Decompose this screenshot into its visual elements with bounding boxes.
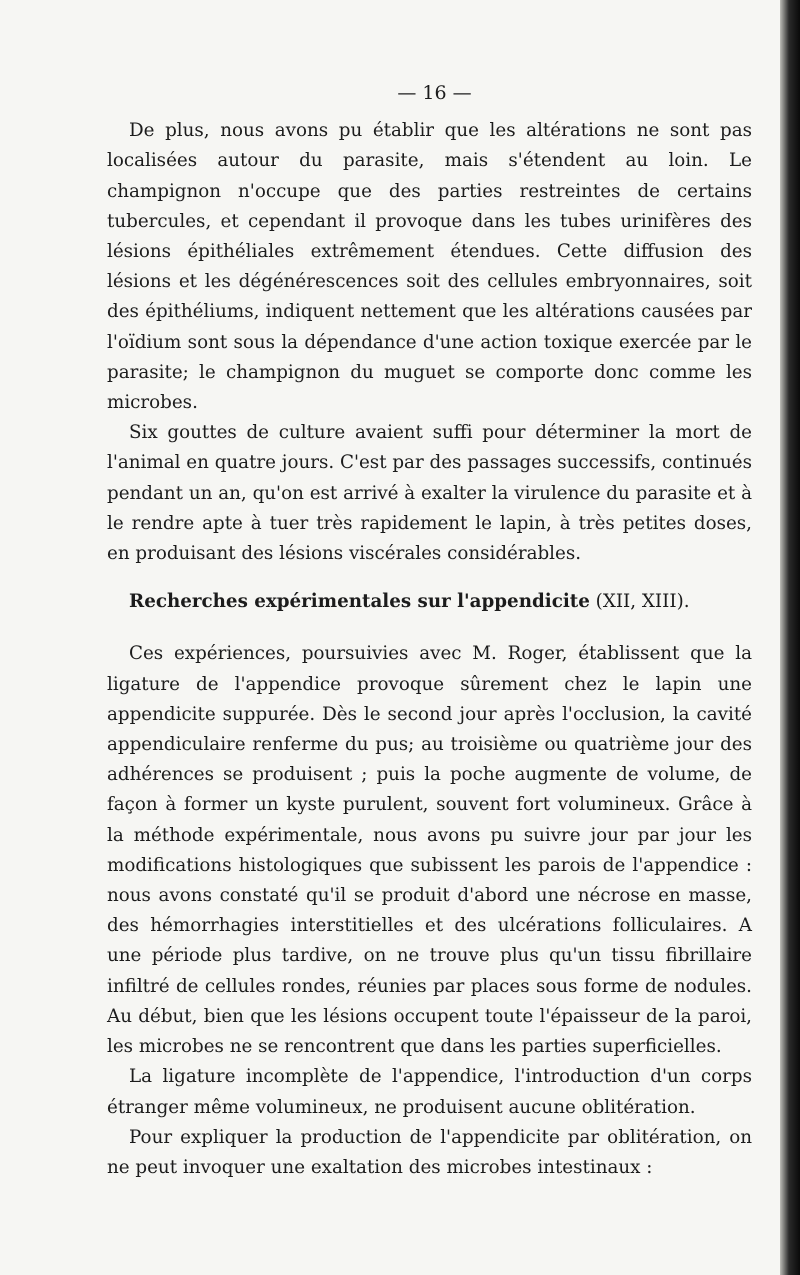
paragraph-1: De plus, nous avons pu établir que les altérations ne sont pas localisées autour du parasite, mais s'étendent au loin. Le champignon n'occupe que des parties restreintes de certains tubercules, et cependant il provoque dans les tubes urinifères des lésions épithéliales extrêmement étendues. Cette diffusion des lésions et les dégénérescences soit des cellules embryonnaires, soit des épithéliums, indiquent nettement que les altérations causées par l'oïdium sont sous la dépendance d'une action toxique exercée par le parasite; le champignon du muguet se comporte donc comme les microbes. xyxy=(107,120,752,414)
paragraph-4: La ligature incomplète de l'appendice, l'introduction d'un corps étranger même volumineux, ne produisent aucune oblitération. xyxy=(107,1066,752,1118)
paragraph-2: Six gouttes de culture avaient suffi pour déterminer la mort de l'animal en quatre jours. C'est par des passages successifs, continués pendant un an, qu'on est arrivé à exalter la virulence du parasite et à le rendre apte à tuer très rapidement le lapin, à très petites doses, en produisant des lésions viscérales considérables. xyxy=(107,422,752,565)
section-heading xyxy=(107,587,752,617)
text-column xyxy=(107,78,752,1183)
page-number: — 16 — xyxy=(397,82,472,104)
paragraph-5: Pour expliquer la production de l'appendicite par oblitération, on ne peut invoquer une exaltation des microbes intestinaux : xyxy=(107,1126,752,1178)
scan-edge-shadow xyxy=(780,0,800,1275)
section-heading-refs: (XII, XIII). xyxy=(589,591,690,613)
section-heading-title: Recherches expérimentales sur l'appendicite xyxy=(129,591,590,613)
paragraph-3: Ces expériences, poursuivies avec M. Roger, établissent que la ligature de l'appendice provoque sûrement chez le lapin une appendicite suppurée. Dès le second jour après l'occlusion, la cavité appendiculaire renferme du pus; au troisième ou quatrième jour des adhérences se produisent ; puis la poche augmente de volume, de façon à former un kyste purulent, souvent fort volumineux. Grâce à la méthode expérimentale, nous avons pu suivre jour par jour les modifications histologiques que subissent les parois de l'appendice : nous avons constaté qu'il se produit d'abord une nécrose en masse, des hémorrhagies interstitielles et des ulcérations folliculaires. A une période plus tardive, on ne trouve plus qu'un tissu fibrillaire infiltré de cellules rondes, réunies par places sous forme de nodules. Au début, bien que les lésions occupent toute l'épaisseur de la paroi, les microbes ne se rencontrent que dans les parties superficielles. xyxy=(107,643,752,1058)
